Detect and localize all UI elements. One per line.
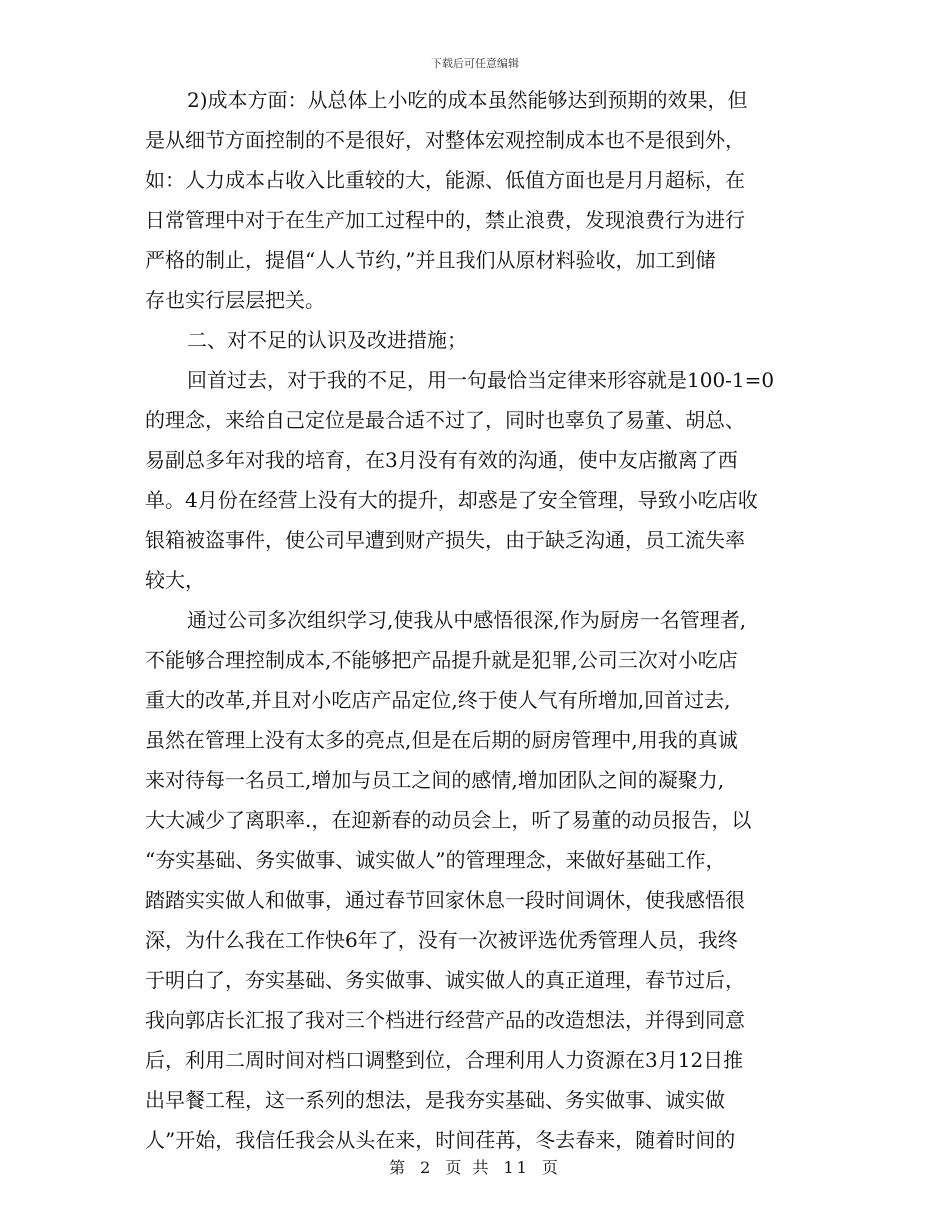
text-line: 日常管理中对于在生产加工过程中的，禁止浪费，发现浪费行为进行 xyxy=(145,208,745,232)
text-line: 踏踏实实做人和做事，通过春节回家休息一段时间调休，使我感悟很 xyxy=(145,888,745,912)
footer-label-pages: 页 xyxy=(541,1158,561,1177)
text-line: 重大的改革,并且对小吃店产品定位,终于使人气有所增加,回首过去, xyxy=(145,688,731,712)
text-line: 的理念，来给自己定位是最合适不过了，同时也辜负了易董、胡总、 xyxy=(145,408,745,432)
text-line: 出早餐工程，这一系列的想法，是我夯实基础、务实做事、诚实做 xyxy=(145,1088,725,1112)
text-line: 银箱被盗事件，使公司早遭到财产损失，由于缺乏沟通，员工流失率 xyxy=(145,528,745,552)
text-line: 是从细节方面控制的不是很好，对整体宏观控制成本也不是很到外， xyxy=(145,128,745,152)
text-line: “夯实基础、务实做事、诚实做人”的管理理念，来做好基础工作， xyxy=(145,848,726,872)
text-line: 较大， xyxy=(145,568,205,592)
text-line: 如：人力成本占收入比重较的大，能源、低值方面也是月月超标，在 xyxy=(145,168,745,192)
text-line: 深，为什么我在工作快6年了，没有一次被评选优秀管理人员，我终 xyxy=(145,928,738,952)
paragraph-learning xyxy=(145,600,815,1160)
text-line: 我向郭店长汇报了我对三个档进行经营产品的改造想法，并得到同意 xyxy=(145,1008,745,1032)
current-page-number: 2 xyxy=(420,1158,434,1177)
text-line: 存也实行层层把关。 xyxy=(145,288,325,312)
footer-label-page: 第 xyxy=(389,1158,409,1177)
page-footer xyxy=(0,1155,950,1178)
page-header: 下载后可任意编辑 xyxy=(431,57,519,70)
text-line: 人”开始，我信任我会从头在来，时间荏苒，冬去春来，随着时间的 xyxy=(145,1128,736,1152)
text-line: 回首过去，对于我的不足，用一句最恰当定律来形容就是100-1=0 xyxy=(187,368,775,392)
text-line: 通过公司多次组织学习,使我从中感悟很深,作为厨房一名管理者, xyxy=(187,608,747,632)
text-line: 不能够合理控制成本,不能够把产品提升就是犯罪,公司三次对小吃店 xyxy=(145,648,738,672)
paragraph-review xyxy=(145,360,815,600)
section-heading xyxy=(145,320,815,360)
footer-label-of: 页 共 xyxy=(445,1158,492,1177)
text-line: 易副总多年对我的培育，在3月没有有效的沟通，使中友店撤离了西 xyxy=(145,448,738,472)
text-line: 大大减少了离职率.，在迎新春的动员会上，听了易董的动员报告，以 xyxy=(145,808,752,832)
text-line: 虽然在管理上没有太多的亮点,但是在后期的厨房管理中,用我的真诚 xyxy=(145,728,738,752)
paragraph-cost xyxy=(145,80,815,320)
total-page-number: 11 xyxy=(503,1158,530,1177)
text-line: 于明白了，夯实基础、务实做事、诚实做人的真正道理，春节过后， xyxy=(145,968,745,992)
text-line: 单。4月份在经营上没有大的提升，却惑是了安全管理，导致小吃店收 xyxy=(145,488,758,512)
text-line: 二、对不足的认识及改进措施； xyxy=(187,328,467,352)
text-line: 2)成本方面：从总体上小吃的成本虽然能够达到预期的效果，但 xyxy=(187,88,748,112)
text-line: 严格的制止，提倡“人人节约，”并且我们从原材料验收，加工到储 xyxy=(145,248,716,272)
document-body xyxy=(145,80,815,1160)
text-line: 后，利用二周时间对档口调整到位，合理利用人力资源在3月12日推 xyxy=(145,1048,744,1072)
text-line: 来对待每一名员工,增加与员工之间的感情,增加团队之间的凝聚力, xyxy=(145,768,725,792)
